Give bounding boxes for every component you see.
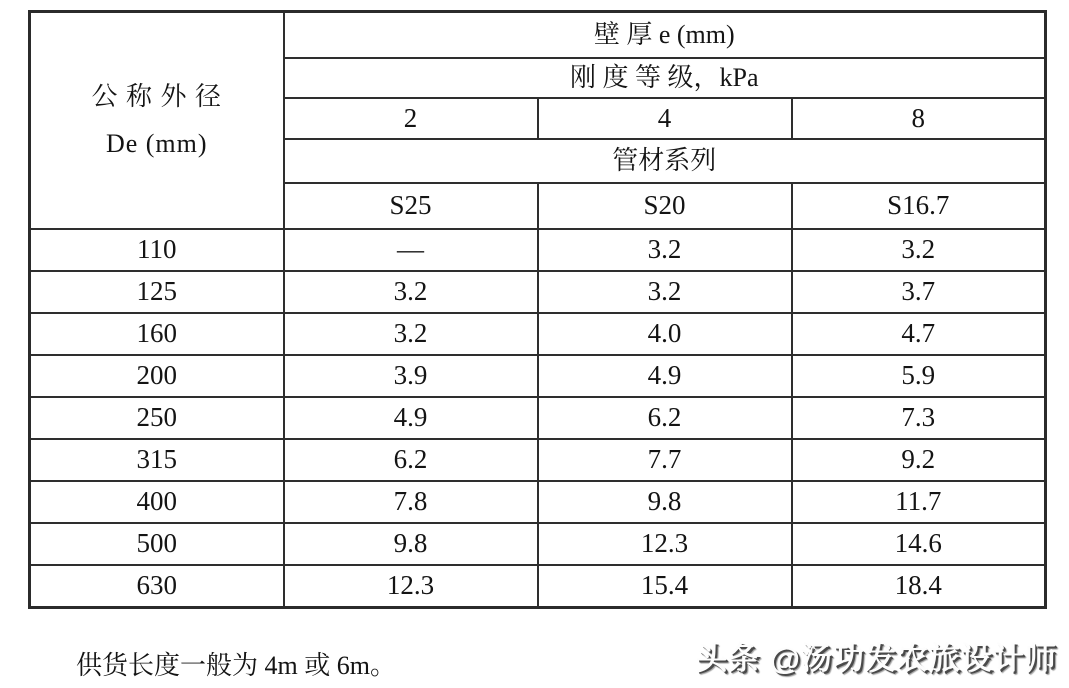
value-cell: 12.3 [284,565,538,608]
value-cell: 6.2 [538,397,792,439]
table-row [30,313,1046,355]
value-cell: 6.2 [284,439,538,481]
series-s16-7-cell: S16.7 [792,183,1046,229]
table-row [30,481,1046,523]
value-cell: 3.2 [538,229,792,271]
stiffness-value-8-cell: 8 [792,98,1046,139]
value-cell: 3.2 [792,229,1046,271]
wall-thickness-header-cell: 壁 厚 e (mm) [284,12,1046,59]
value-cell: 9.2 [792,439,1046,481]
stiffness-class-header-cell: 刚 度 等 级，kPa [284,58,1046,98]
table-row [30,439,1046,481]
de-cell: 630 [30,565,284,608]
table-row [30,229,1046,271]
value-cell: 7.3 [792,397,1046,439]
value-cell: 11.7 [792,481,1046,523]
value-cell: 5.9 [792,355,1046,397]
table-row [30,523,1046,565]
pipe-wall-thickness-table [28,10,1047,609]
supply-length-note: 供货长度一般为 4m 或 6m。 [76,651,396,680]
value-cell: 7.8 [284,481,538,523]
table-row [30,565,1046,608]
series-s20-cell: S20 [538,183,792,229]
nominal-outer-diameter-label: 公 称 外 径 [91,81,222,111]
value-cell: 3.9 [284,355,538,397]
value-cell: 3.2 [284,313,538,355]
value-cell: 3.2 [284,271,538,313]
nominal-outer-diameter-header-cell [30,12,284,230]
value-cell: 18.4 [792,565,1046,608]
value-cell: 9.8 [284,523,538,565]
de-cell: 400 [30,481,284,523]
toutiao-watermark: 头条 @汤功发农旅设计师 [696,641,1057,676]
value-cell: 4.7 [792,313,1046,355]
pipe-series-header-cell: 管材系列 [284,139,1046,183]
de-cell: 160 [30,313,284,355]
de-cell: 125 [30,271,284,313]
stiffness-value-2-cell: 2 [284,98,538,139]
value-cell: 4.9 [538,355,792,397]
table-row [30,397,1046,439]
value-cell: 4.9 [284,397,538,439]
value-cell: 3.2 [538,271,792,313]
series-s25-cell: S25 [284,183,538,229]
table-row [30,271,1046,313]
de-cell: 200 [30,355,284,397]
value-cell: 12.3 [538,523,792,565]
de-mm-label: De (mm) [105,128,208,158]
value-cell: — [284,229,538,271]
de-cell: 250 [30,397,284,439]
de-cell: 500 [30,523,284,565]
value-cell: 9.8 [538,481,792,523]
value-cell: 15.4 [538,565,792,608]
de-cell: 110 [30,229,284,271]
stiffness-value-4-cell: 4 [538,98,792,139]
de-cell: 315 [30,439,284,481]
value-cell: 14.6 [792,523,1046,565]
value-cell: 7.7 [538,439,792,481]
value-cell: 4.0 [538,313,792,355]
value-cell: 3.7 [792,271,1046,313]
table-row [30,355,1046,397]
